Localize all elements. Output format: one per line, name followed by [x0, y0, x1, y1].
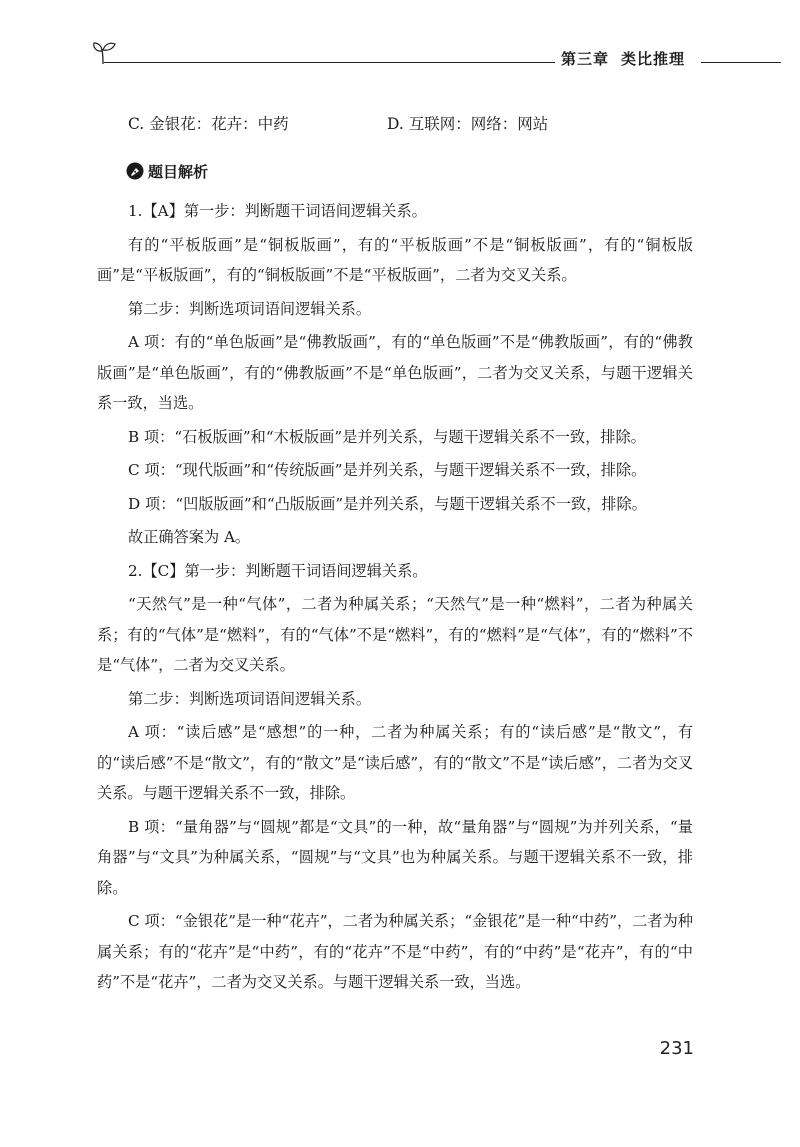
paragraph: 有的“平板版画”是“铜板版画”，有的“平板版画”不是“铜板版画”，有的“铜板版画”是“平板版画”，有的“铜板版画”不是“平板版画”，二者为交叉关系。: [97, 235, 693, 284]
paragraph: B 项：“量角器”与“圆规”都是“文具”的一种，故“量角器”与“圆规”为并列关系，“量角器”与“文具”为种属关系，“圆规”与“文具”也为种属关系。与题干逻辑关系不一致，排除。: [97, 817, 693, 897]
header-rule-right: [701, 62, 781, 63]
paragraph: 2.【C】第一步：判断题干词语间逻辑关系。: [128, 561, 428, 580]
option-c: C. 金银花：花卉：中药: [128, 115, 289, 133]
header-rule-left: [104, 62, 631, 63]
paragraph: 故正确答案为 A。: [128, 528, 251, 546]
paragraph: C 项：“金银花”是一种“花卉”，二者为种属关系；“金银花”是一种“中药”，二者为种属关系；有的“花卉”是“中药”，有的“花卉”不是“中药”，有的“中药”是“花卉”，有的“中药”不是“花卉”，二者为交叉关系。与题干逻辑关系一致，当选。: [97, 912, 693, 991]
analysis-body: [97, 196, 693, 1001]
chapter-heading: [555, 48, 707, 69]
paragraph: 第二步：判断选项词语间逻辑关系。: [128, 299, 371, 318]
paragraph: A 项：“读后感”是“感想”的一种，二者为种属关系；有的“读后感”是“散文”，有的“读后感”不是“散文”，有的“散文”是“读后感”，有的“散文”不是“读后感”，二者为交叉关系。与题干逻辑关系不一致，排除。: [97, 723, 693, 802]
chapter-label: 第三章: [561, 50, 610, 68]
paragraph: “天然气”是一种“气体”，二者为种属关系；“天然气”是一种“燃料”，二者为种属关系；有的“气体”是“燃料”，有的“气体”不是“燃料”，有的“燃料”是“气体”，有的“燃料”不是“气体”，二者为交叉关系。: [97, 595, 693, 674]
paragraph: B 项：“石板版画”和“木板版画”是并列关系，与题干逻辑关系不一致，排除。: [128, 427, 646, 446]
pen-nib-icon: [126, 162, 144, 180]
section-label: 类比推理: [621, 50, 686, 68]
analysis-heading: [126, 161, 208, 182]
paragraph: 1.【A】第一步：判断题干词语间逻辑关系。: [128, 202, 427, 220]
paragraph: D 项：“凹版版画”和“凸版版画”是并列关系，与题干逻辑关系不一致，排除。: [128, 494, 647, 513]
paragraph: A 项：有的“单色版画”是“佛教版画”，有的“单色版画”不是“佛教版画”，有的“佛教版画”是“单色版画”，有的“佛教版画”不是“单色版画”，二者为交叉关系，与题干逻辑关系一致，当选。: [97, 333, 693, 412]
option-d: D. 互联网：网络：网站: [387, 115, 549, 133]
paragraph: 第二步：判断选项词语间逻辑关系。: [128, 689, 371, 708]
analysis-title: 题目解析: [148, 163, 209, 181]
sprout-icon: [90, 38, 120, 68]
page-number: 231: [659, 1038, 694, 1059]
paragraph: C 项：“现代版画”和“传统版画”是并列关系，与题干逻辑关系不一致，排除。: [128, 461, 647, 479]
page-header: [90, 38, 780, 72]
